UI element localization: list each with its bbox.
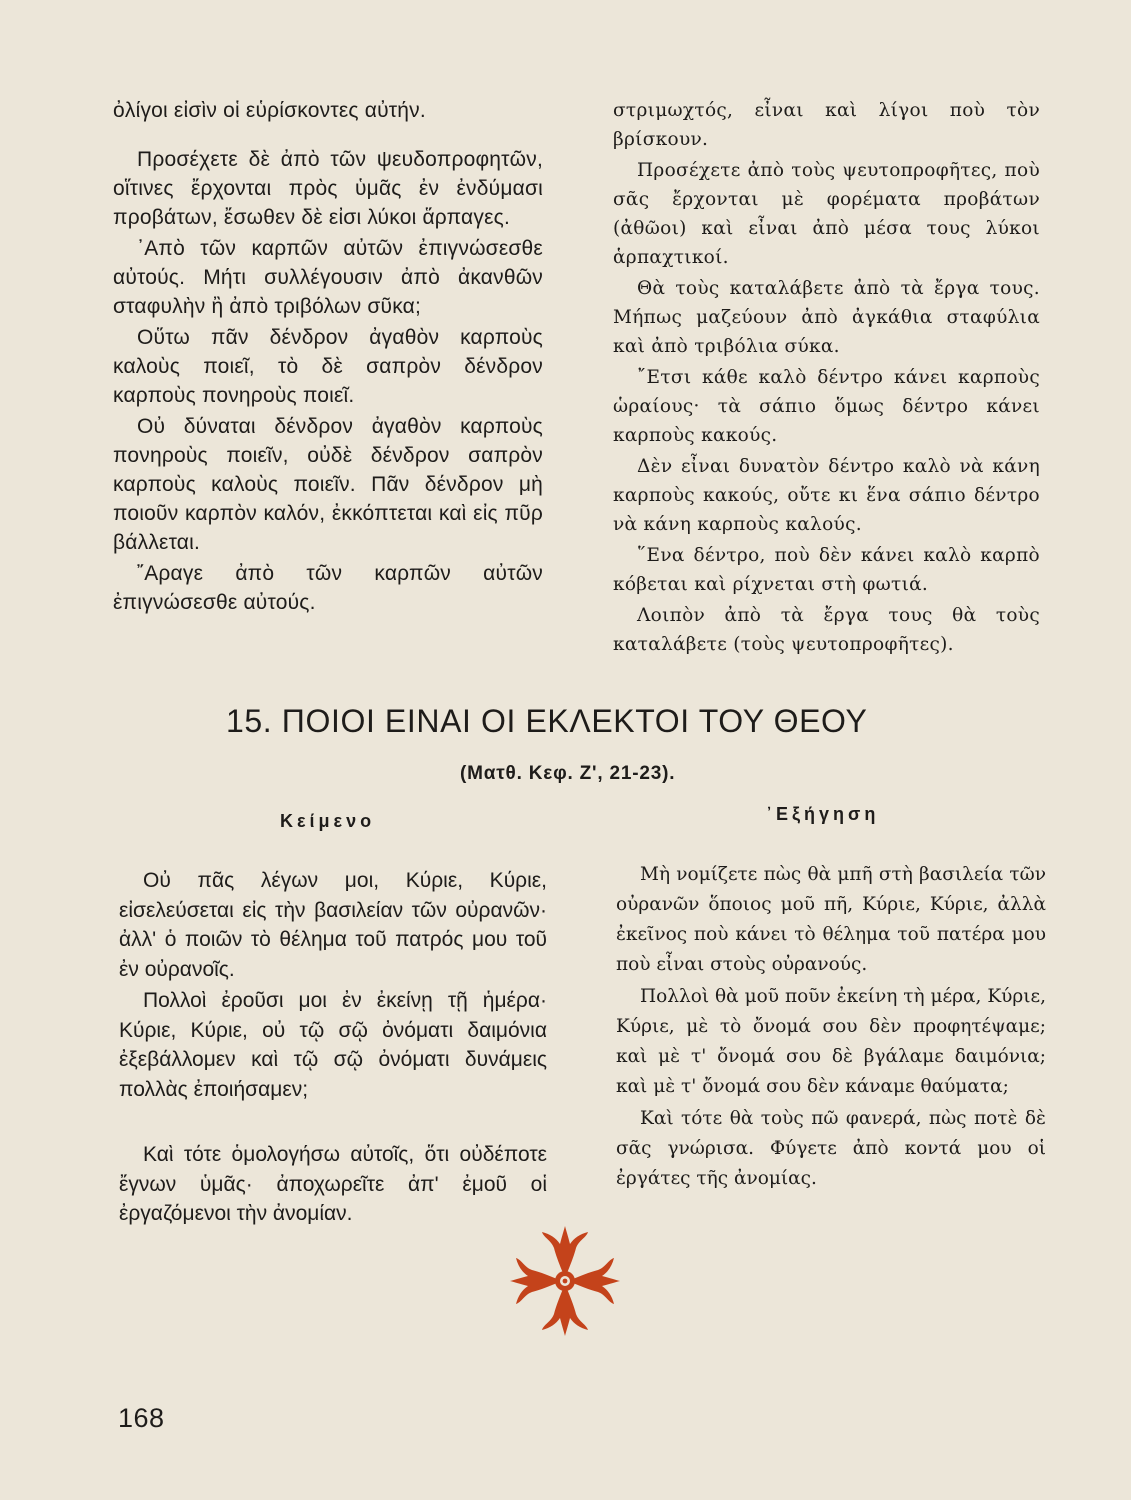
- paragraph: Μὴ νομίζετε πὼς θὰ μπῆ στὴ βασιλεία τῶν οὐρανῶν ὅποιος μοῦ πῆ, Κύριε, Κύριε, ἀλλὰ ἐκεῖνος ποὺ κάνει τὸ θέλημα τοῦ πατέρα μου ποὺ εἶναι στοὺς οὐρανούς.: [616, 864, 1046, 975]
- paragraph: Πολλοὶ θὰ μοῦ ποῦν ἐκείνη τὴ μέρα, Κύριε, Κύριε, μὲ τὸ ὄνομά σου δὲν προφητέψαμε; καὶ μὲ τ' ὄνομά σου δὲ βγάλαμε δαιμόνια; καὶ μὲ τ' ὄνομά σου δὲν κάναμε θαύματα;: [616, 986, 1046, 1097]
- paragraph: ῞Ενα δέντρο, ποὺ δὲν κάνει καλὸ καρπὸ κόβεται καὶ ρίχνεται στὴ φωτιά.: [613, 545, 1040, 595]
- explanation-heading: ᾿Εξήγηση: [766, 804, 880, 824]
- paragraph: Οὕτω πᾶν δένδρον ἀγαθὸν καρποὺς καλοὺς ποιεῖ, τὸ δὲ σαπρὸν δένδρον καρποὺς πονηροὺς ποιεῖ.: [113, 326, 543, 407]
- paragraph: Καὶ τότε θὰ τοὺς πῶ φανερά, πὼς ποτὲ δὲ σᾶς γνώρισα. Φύγετε ἀπὸ κοντά μου οἱ ἐργάτες τῆς ἀνομίας.: [616, 1108, 1046, 1189]
- paragraph: Δὲν εἶναι δυνατὸν δέντρο καλὸ νὰ κάνη καρποὺς κακούς, οὔτε κι ἕνα σάπιο δέντρο νὰ κάνη καρποὺς καλούς.: [613, 456, 1040, 535]
- section-title: 15. ΠΟΙΟΙ ΕΙΝΑΙ ΟΙ ΕΚΛΕΚΤΟΙ ΤΟΥ ΘΕΟΥ: [226, 703, 868, 739]
- paragraph: Προσέχετε δὲ ἀπὸ τῶν ψευδοπροφητῶν, οἵτινες ἔρχονται πρὸς ὑμᾶς ἐν ἐνδύμασι προβάτων, ἔσωθεν δὲ εἰσι λύκοι ἅρπαγες.: [113, 148, 543, 229]
- page-number: 168: [118, 1403, 165, 1433]
- paragraph: ὀλίγοι εἰσὶν οἱ εὑρίσκοντες αὐτήν.: [113, 99, 426, 122]
- paragraph: Πολλοὶ ἐροῦσι μοι ἐν ἐκείνῃ τῇ ἡμέρα· Κύριε, Κύριε, οὐ τῷ σῷ ὀνόματι δαιμόνια ἐξεβάλλομεν καὶ τῷ σῷ ὀνόματι δυνάμεις πολλὰς ἐποιήσαμεν;: [119, 989, 547, 1101]
- paragraph: Θὰ τοὺς καταλάβετε ἀπὸ τὰ ἔργα τους. Μήπως μαζεύουν ἀπὸ ἀγκάθια σταφύλια καὶ ἀπὸ τριβόλια σύκα.: [613, 278, 1040, 357]
- paragraph: ᾿Απὸ τῶν καρπῶν αὐτῶν ἐπιγνώσεσθε αὐτούς. Μήτι συλλέγουσιν ἀπὸ ἀκανθῶν σταφυλὴν ἢ ἀπὸ τριβόλων σῦκα;: [113, 237, 543, 318]
- paragraph: Λοιπὸν ἀπὸ τὰ ἔργα τους θὰ τοὺς καταλάβετε (τοὺς ψευτοπροφῆτες).: [613, 605, 1040, 655]
- top-right-column: [613, 96, 1040, 659]
- scripture-reference: (Ματθ. Κεφ. Ζ', 21-23).: [460, 763, 676, 784]
- paragraph: ῎Αραγε ἀπὸ τῶν καρπῶν αὐτῶν ἐπιγνώσεσθε αὐτούς.: [113, 562, 543, 614]
- paragraph: Οὐ δύναται δένδρον ἀγαθὸν καρποὺς πονηροὺς ποιεῖν, οὐδὲ δένδρον σαπρὸν καρποὺς καλοὺς ποιεῖν. Πᾶν δένδρον μὴ ποιοῦν καρπὸν καλόν, ἐκκόπτεται καὶ εἰς πῦρ βάλλεται.: [113, 415, 543, 554]
- text-heading: Κείμενο: [280, 811, 376, 831]
- paragraph: ῎Ετσι κάθε καλὸ δέντρο κάνει καρποὺς ὡραίους· τὰ σάπιο ὅμως δέντρο κάνει καρποὺς κακούς.: [613, 367, 1040, 446]
- bottom-right-column: [616, 860, 1046, 1194]
- top-left-column: [113, 96, 543, 617]
- cross-flourish-icon: [510, 1226, 620, 1336]
- paragraph: Καὶ τότε ὁμολογήσω αὐτοῖς, ὅτι οὐδέποτε ἔγνων ὑμᾶς· ἀποχωρεῖτε ἀπ' ἐμοῦ οἱ ἐργαζόμενοι τὴν ἀνομίαν.: [119, 1143, 547, 1225]
- bottom-left-column: [119, 866, 547, 1229]
- paragraph: στριμωχτός, εἶναι καὶ λίγοι ποὺ τὸν βρίσκουν.: [613, 100, 1040, 150]
- paragraph: Οὐ πᾶς λέγων μοι, Κύριε, Κύριε, εἰσελεύσεται εἰς τὴν βασιλείαν τῶν οὐρανῶν· ἀλλ' ὁ ποιῶν τὸ θέλημα τοῦ πατρός μου τοῦ ἐν οὐρανοῖς.: [119, 869, 547, 981]
- paragraph: Προσέχετε ἀπὸ τοὺς ψευτοπροφῆτες, ποὺ σᾶς ἔρχονται μὲ φορέματα προβάτων (ἀθῶοι) καὶ εἶναι ἀπὸ μέσα τους λύκοι ἁρπαχτικοί.: [613, 160, 1040, 268]
